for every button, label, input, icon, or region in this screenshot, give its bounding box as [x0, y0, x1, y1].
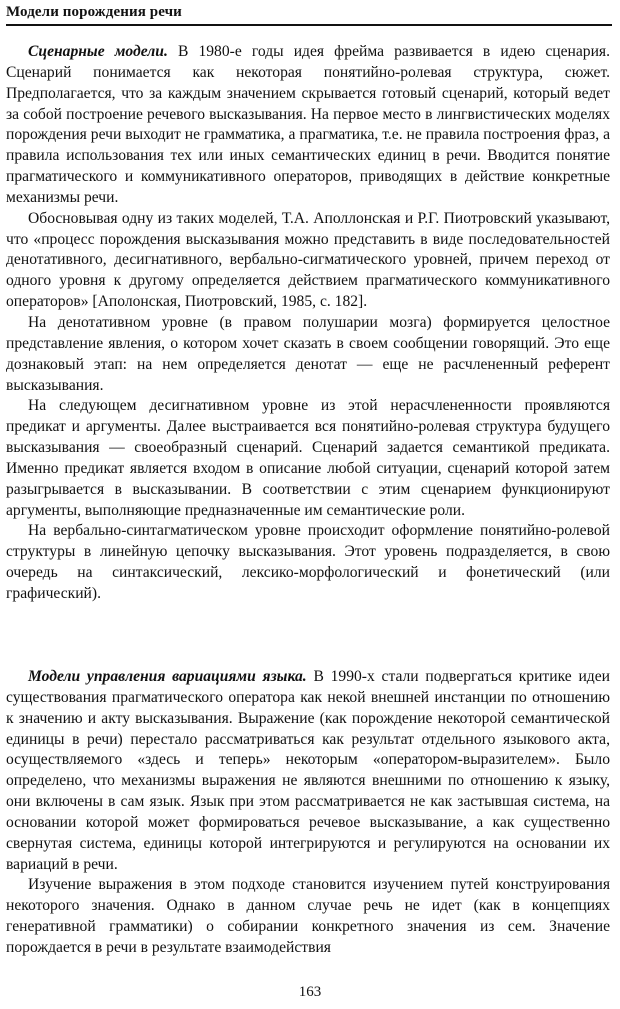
paragraph [6, 396, 610, 521]
paragraph [6, 667, 610, 875]
paragraph-text: В 1990-х стали подвергаться критике идеи существования прагматического оператора как некой внешней инстанции по отношению к значению и акту высказывания. Выражение (как порождение некоторой семантической единицы в речи) перестало рассматриваться как результат отдельного языкового акта, осуществляемого «здесь и теперь» некоторым «оператором-выразителем». Было определено, что механизмы выражения не являются внешними по отношению к языку, они включены в сам язык. Язык при этом рассматривается не как застывшая система, на основании которой может формироваться речевое высказывание, а как существенно свернутая система, единицы которой интегрируются и регулируются на основании их вариаций в речи. [6, 668, 610, 873]
paragraph-text: На денотативном уровне (в правом полушарии мозга) формируется целостное представление явления, о котором хочет сказать в своем сообщении говорящий. Это еще дознаковый этап: на нем определяется денотат — еще не расчлененный референт высказывания. [6, 313, 610, 394]
paragraph [6, 42, 610, 209]
page-number: 163 [298, 984, 322, 1000]
paragraph-text: Изучение выражения в этом подходе становится изучением путей конструирования некоторого значения. Однако в данном случае речь не идет (как в концепциях генеративной грамматики) о собирании конкретного значения из сем. Значение порождается в речи в результате взаимодействия [6, 876, 610, 956]
section-scenario-models [6, 42, 610, 605]
section-language-variation-models [6, 667, 610, 959]
section-heading: Сценарные модели. [28, 43, 168, 60]
paragraph-text: Обосновывая одну из таких моделей, Т.А. Аполлонская и Р.Г. Пиотровский указывают, что «процесс порождения высказывания можно представить в виде последовательностей денотативного, десигнативного, вербально-сигматического уровней, причем переход от одного уровня к другому определяется действием прагматического коммуникативного операторов» [Аполонская, Пиотровский, 1985, с. 182]. [6, 209, 610, 311]
paragraph-text: В 1980-е годы идея фрейма развивается в идею сценария. Сценарий понимается как некоторая понятийно-ролевая структура, сюжет. Предполагается, что за каждым значением скрывается готовый сценарий, который ведет за собой построение речевого высказывания. На первое место в лингвистических моделях порождения речи выходит не грамматика, а прагматика, т.е. не правила построения фраз, а правила использования тех или иных семантических единиц в речи. Вводится понятие прагматического и коммуникативного операторов, приводящих в действие конкретные механизмы речи. [6, 43, 610, 206]
paragraph [6, 875, 610, 958]
header-rule [6, 24, 612, 26]
paragraph [6, 521, 610, 604]
paragraph-text: На следующем десигнативном уровне из этой нерасчлененности проявляются предикат и аргументы. Далее выстраивается вся понятийно-ролевая структура будущего высказывания — своеобразный сценарий. Сценарий задается семантикой предиката. Именно предикат является входом в описание любой ситуации, сценарий которой затем разыгрывается в высказывании. В соответствии с этим сценарием функционируют аргументы, выполняющие предназначенные им семантические роли. [6, 397, 610, 519]
paragraph [6, 209, 610, 313]
running-title: Модели порождения речи [6, 4, 182, 20]
paragraph [6, 313, 610, 396]
paragraph-text: На вербально-синтагматическом уровне происходит оформление понятийно-ролевой структуры в линейную цепочку высказывания. Этот уровень подразделяется, в свою очередь на синтаксический, лексико-морфологический и фонетический (или графический). [6, 522, 610, 602]
section-heading: Модели управления вариациями языка. [28, 668, 307, 685]
